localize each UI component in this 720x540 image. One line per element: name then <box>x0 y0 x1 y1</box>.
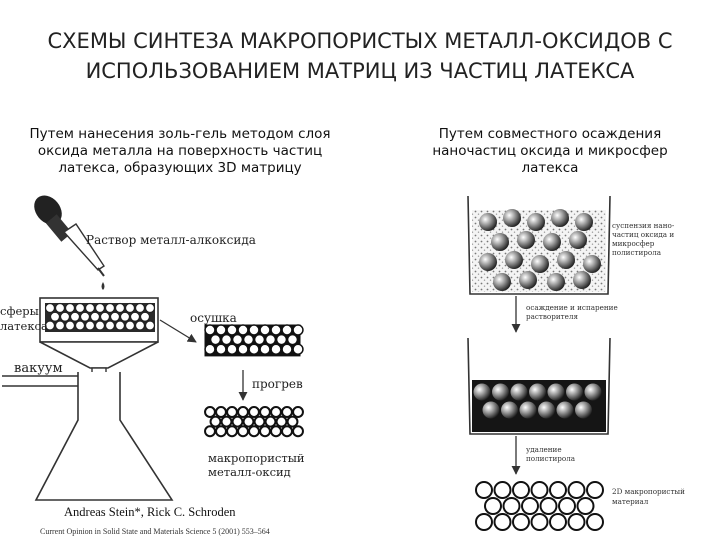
porous-ring <box>238 426 248 436</box>
porous-ring <box>205 407 215 417</box>
porous-ring <box>227 407 237 417</box>
product-ring <box>532 514 548 530</box>
suspension-sphere <box>479 213 497 231</box>
deposited-sphere <box>483 402 500 419</box>
label-vacuum: вакуум <box>14 361 63 376</box>
left-heading-line-3: латекса, образующих 3D матрицу <box>58 160 302 176</box>
product-ring <box>513 482 529 498</box>
latex-sphere <box>146 321 155 330</box>
label-product-2d <box>612 487 685 506</box>
right-heading-line-1: Путем совместного осаждения <box>438 126 662 142</box>
dried-sphere <box>205 325 215 335</box>
label-product-line-2: металл-оксид <box>208 465 291 479</box>
dried-sphere <box>282 344 292 354</box>
latex-sphere <box>116 321 125 330</box>
dried-sphere <box>227 325 237 335</box>
latex-sphere <box>51 312 60 321</box>
suspension-sphere <box>531 255 549 273</box>
svg-text:микросфер: микросфер <box>612 239 655 248</box>
dried-sphere <box>277 335 287 345</box>
porous-ring <box>211 417 221 427</box>
porous-ring <box>227 426 237 436</box>
dried-sphere <box>244 335 254 345</box>
citation-journal: Current Opinion in Solid State and Materials Science 5 (2001) 553–564 <box>40 527 270 536</box>
latex-sphere <box>91 312 100 321</box>
latex-sphere <box>96 304 105 313</box>
product-ring <box>569 482 585 498</box>
product-ring <box>522 498 538 514</box>
latex-sphere <box>146 304 155 313</box>
latex-sphere <box>126 304 135 313</box>
latex-sphere <box>96 321 105 330</box>
suspension-sphere <box>503 209 521 227</box>
product-ring <box>504 498 520 514</box>
porous-ring <box>293 407 303 417</box>
svg-text:частиц оксида и: частиц оксида и <box>612 230 675 239</box>
product-ring <box>476 514 492 530</box>
suspension-sphere <box>527 213 545 231</box>
product-ring <box>587 514 603 530</box>
latex-sphere <box>71 312 80 321</box>
latex-sphere <box>126 321 135 330</box>
latex-sphere <box>121 312 130 321</box>
product-ring <box>476 482 492 498</box>
dried-sphere <box>205 344 215 354</box>
suspension-sphere <box>479 253 497 271</box>
porous-ring <box>216 426 226 436</box>
left-scheme <box>0 190 305 500</box>
label-removal <box>526 445 576 463</box>
latex-sphere <box>66 304 75 313</box>
deposited-sphere <box>566 384 583 401</box>
dried-sphere <box>260 325 270 335</box>
dried-sphere <box>211 335 221 345</box>
deposited-sphere <box>511 384 528 401</box>
right-heading-line-2: наночастиц оксида и микросфер <box>432 143 668 159</box>
dried-sphere <box>216 344 226 354</box>
svg-text:удаление: удаление <box>526 445 562 454</box>
porous-ring <box>266 417 276 427</box>
product-ring <box>485 498 501 514</box>
svg-text:полистирола: полистирола <box>526 454 576 463</box>
porous-ring <box>216 407 226 417</box>
product-ring <box>559 498 575 514</box>
suspension-sphere <box>491 233 509 251</box>
porous-ring <box>271 426 281 436</box>
latex-sphere <box>131 312 140 321</box>
dried-sphere <box>288 335 298 345</box>
suspension-sphere <box>573 271 591 289</box>
porous-ring <box>282 407 292 417</box>
label-spheres-line-2: латекса <box>0 319 48 333</box>
porous-ring <box>260 426 270 436</box>
latex-sphere <box>81 312 90 321</box>
latex-sphere <box>101 312 110 321</box>
deposited-sphere <box>575 402 592 419</box>
latex-sphere <box>141 312 150 321</box>
label-heating: прогрев <box>252 377 303 391</box>
svg-text:полистирола: полистирола <box>612 248 662 257</box>
product-ring <box>495 482 511 498</box>
dried-sphere <box>271 344 281 354</box>
product-ring <box>550 514 566 530</box>
label-solution: Раствор металл-алкоксида <box>86 233 256 247</box>
svg-text:2D макропористый: 2D макропористый <box>612 487 685 496</box>
dried-sphere <box>266 335 276 345</box>
dried-sphere <box>233 335 243 345</box>
porous-matrix <box>205 407 303 436</box>
latex-sphere <box>76 321 85 330</box>
dried-matrix <box>205 325 303 357</box>
dried-sphere <box>255 335 265 345</box>
product-ring <box>550 482 566 498</box>
suspension-sphere <box>551 209 569 227</box>
porous-ring <box>277 417 287 427</box>
product-ring <box>578 498 594 514</box>
dried-sphere <box>249 344 259 354</box>
product-ring <box>513 514 529 530</box>
latex-sphere <box>76 304 85 313</box>
suspension-sphere <box>569 231 587 249</box>
svg-text:суспензия нано-: суспензия нано- <box>612 221 675 230</box>
latex-sphere <box>61 312 70 321</box>
suspension-sphere <box>519 271 537 289</box>
left-heading-line-1: Путем нанесения золь-гель методом слоя <box>29 126 331 142</box>
porous-ring <box>205 426 215 436</box>
dried-sphere <box>271 325 281 335</box>
dried-sphere <box>260 344 270 354</box>
label-product-line-1: макропористый <box>208 451 305 465</box>
porous-ring <box>282 426 292 436</box>
citation-authors: Andreas Stein*, Rick C. Schroden <box>64 505 236 519</box>
svg-text:растворителя: растворителя <box>526 312 578 321</box>
deposited-sphere <box>474 384 491 401</box>
deposited-sphere <box>492 384 509 401</box>
latex-sphere <box>66 321 75 330</box>
dried-sphere <box>216 325 226 335</box>
svg-text:материал: материал <box>612 497 649 506</box>
porous-ring <box>244 417 254 427</box>
dried-sphere <box>238 325 248 335</box>
latex-sphere <box>111 312 120 321</box>
latex-sphere <box>136 321 145 330</box>
deposited-sphere <box>501 402 518 419</box>
product-ring <box>495 514 511 530</box>
suspension-sphere <box>493 273 511 291</box>
suspension-sphere <box>575 213 593 231</box>
deposited-sphere <box>520 402 537 419</box>
product-ring <box>532 482 548 498</box>
flask <box>2 372 172 500</box>
macroporous-product <box>476 482 603 530</box>
dried-sphere <box>238 344 248 354</box>
suspension-sphere <box>547 273 565 291</box>
porous-ring <box>293 426 303 436</box>
deposited-sphere <box>585 384 602 401</box>
latex-sphere <box>86 321 95 330</box>
latex-sphere <box>136 304 145 313</box>
deposited-sphere <box>548 384 565 401</box>
label-settling <box>526 303 618 321</box>
porous-ring <box>222 417 232 427</box>
right-scheme <box>468 196 685 530</box>
dried-sphere <box>227 344 237 354</box>
label-suspension <box>612 221 675 257</box>
product-ring <box>541 498 557 514</box>
porous-ring <box>249 426 259 436</box>
deposited-sphere <box>529 384 546 401</box>
suspension-sphere <box>505 251 523 269</box>
suspension-sphere <box>517 231 535 249</box>
label-drying: осушка <box>190 311 237 325</box>
porous-ring <box>288 417 298 427</box>
latex-sphere <box>106 321 115 330</box>
title-line-2: ИСПОЛЬЗОВАНИЕМ МАТРИЦ ИЗ ЧАСТИЦ ЛАТЕКСА <box>85 59 635 83</box>
porous-ring <box>249 407 259 417</box>
right-heading-line-3: латекса <box>521 160 579 176</box>
left-heading-line-2: оксида металла на поверхность частиц <box>37 143 323 159</box>
latex-sphere <box>116 304 125 313</box>
porous-ring <box>255 417 265 427</box>
latex-sphere <box>86 304 95 313</box>
latex-sphere-layer <box>45 303 155 332</box>
porous-ring <box>238 407 248 417</box>
deposited-sphere <box>538 402 555 419</box>
latex-sphere <box>46 304 55 313</box>
latex-sphere <box>106 304 115 313</box>
dried-sphere <box>222 335 232 345</box>
title-line-1: СХЕМЫ СИНТЕЗА МАКРОПОРИСТЫХ МЕТАЛЛ-ОКСИДОВ С <box>47 29 673 53</box>
product-ring <box>587 482 603 498</box>
porous-ring <box>271 407 281 417</box>
suspension-sphere <box>557 251 575 269</box>
deposited-sphere <box>557 402 574 419</box>
porous-ring <box>233 417 243 427</box>
dried-sphere <box>293 344 303 354</box>
product-ring <box>569 514 585 530</box>
latex-sphere <box>56 304 65 313</box>
dried-sphere <box>293 325 303 335</box>
latex-sphere <box>56 321 65 330</box>
porous-ring <box>260 407 270 417</box>
suspension-sphere <box>543 233 561 251</box>
label-spheres-line-1: сферы <box>0 304 39 318</box>
dried-sphere <box>282 325 292 335</box>
svg-text:осаждение и испарение: осаждение и испарение <box>526 303 618 312</box>
suspension-sphere <box>583 255 601 273</box>
dried-sphere <box>249 325 259 335</box>
